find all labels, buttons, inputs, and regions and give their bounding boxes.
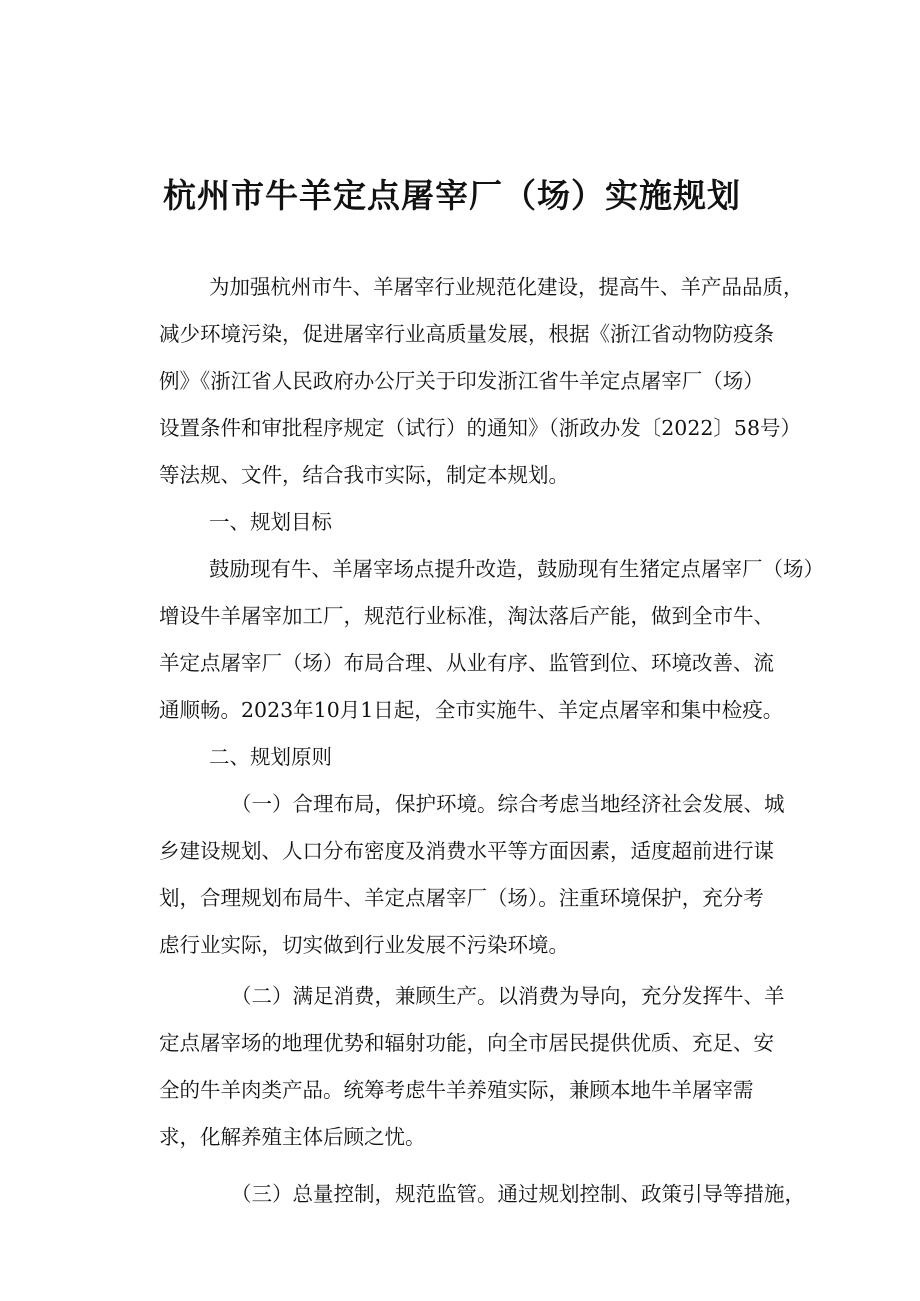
text-line: （一）合理布局，保护环境。综合考虑当地经济社会发展、城: [231, 792, 785, 816]
section-heading-text: 二、规划原则: [209, 745, 332, 769]
text-line: 虑行业实际，切实做到行业发展不污染环境。: [159, 933, 569, 957]
text-line: 通顺畅。2023年10月1日起，全市实施牛、羊定点屠宰和集中检疫。: [159, 698, 784, 722]
text-line: 为加强杭州市牛、羊屠宰行业规范化建设，提高牛、羊产品品质，: [209, 275, 804, 299]
text-line: 划，合理规划布局牛、羊定点屠宰厂（场）。注重环境保护，充分考: [159, 886, 764, 910]
intro-paragraph: [118, 264, 828, 499]
document-title: 杭州市牛羊定点屠宰厂（场）实施规划: [163, 176, 741, 215]
text-line: 全的牛羊肉类产品。统筹考虑牛羊养殖实际，兼顾本地牛羊屠宰需: [159, 1078, 754, 1102]
text-line: 等法规、文件，结合我市实际，制定本规划。: [159, 463, 569, 487]
text-line: 定点屠宰场的地理优势和辐射功能，向全市居民提供优质、充足、安: [159, 1031, 774, 1055]
text-line: 减少环境污染，促进屠宰行业高质量发展，根据《浙江省动物防疫条: [159, 322, 774, 346]
principle-1-paragraph: [118, 781, 828, 969]
text-line: 设置条件和审批程序规定（试行）的通知》（浙政办发〔2022〕58号）: [159, 416, 802, 440]
principle-2-paragraph: [118, 973, 828, 1161]
text-line: 增设牛羊屠宰加工厂，规范行业标准，淘汰落后产能，做到全市牛、: [159, 604, 774, 628]
text-line: 求，化解养殖主体后顾之忧。: [159, 1125, 426, 1149]
section-heading-goals: [118, 499, 828, 546]
goals-paragraph: [118, 546, 828, 734]
text-line: （三）总量控制，规范监管。通过规划控制、政策引导等措施，: [231, 1182, 805, 1206]
text-line: 乡建设规划、人口分布密度及消费水平等方面因素，适度超前进行谋: [159, 839, 774, 863]
text-line: 鼓励现有牛、羊屠宰场点提升改造，鼓励现有生猪定点屠宰厂（场）: [209, 557, 824, 581]
principle-3-paragraph: [118, 1171, 828, 1218]
document-body: [118, 264, 828, 1218]
section-heading-text: 一、规划目标: [209, 510, 332, 534]
text-line: （二）满足消费，兼顾生产。以消费为导向，充分发挥牛、羊: [231, 984, 785, 1008]
text-line: 羊定点屠宰厂（场）布局合理、从业有序、监管到位、环境改善、流: [159, 651, 774, 675]
section-heading-principles: [118, 734, 828, 781]
text-line: 例》《浙江省人民政府办公厅关于印发浙江省牛羊定点屠宰厂（场）: [159, 369, 764, 393]
